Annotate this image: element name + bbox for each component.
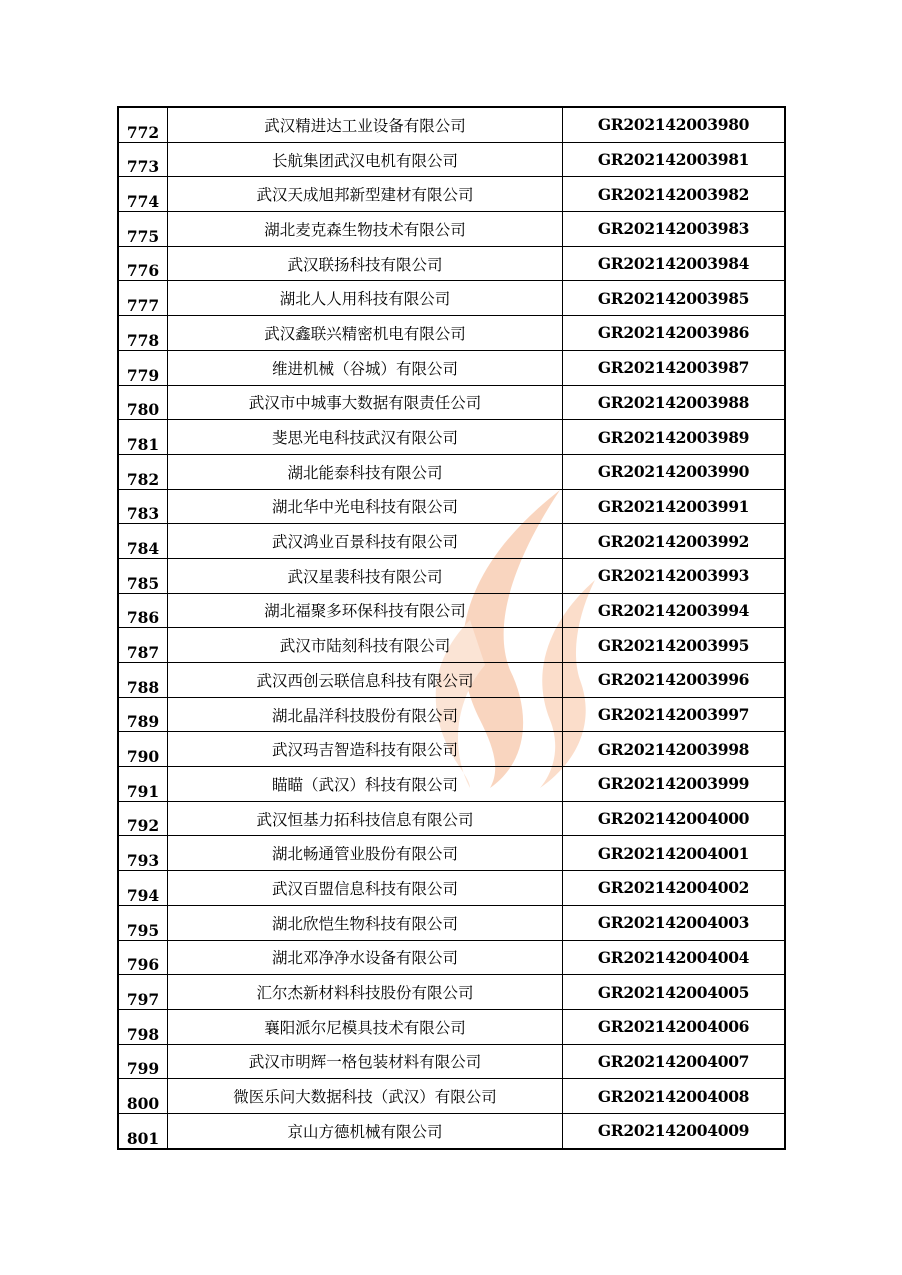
company-name: 维进机械（谷城）有限公司 <box>168 350 563 385</box>
certificate-code: GR202142003983 <box>563 212 786 247</box>
company-name: 武汉天成旭邦新型建材有限公司 <box>168 177 563 212</box>
table-row <box>118 1009 785 1044</box>
row-number: 792 <box>118 801 168 836</box>
company-name: 武汉恒基力拓科技信息有限公司 <box>168 801 563 836</box>
company-name: 湖北福聚多环保科技有限公司 <box>168 593 563 628</box>
row-number: 775 <box>118 212 168 247</box>
certificate-code: GR202142004002 <box>563 871 786 906</box>
row-number: 778 <box>118 316 168 351</box>
table-row <box>118 871 785 906</box>
table-row <box>118 940 785 975</box>
row-number: 779 <box>118 350 168 385</box>
table-row <box>118 385 785 420</box>
company-name: 湖北华中光电科技有限公司 <box>168 489 563 524</box>
certificate-code: GR202142003996 <box>563 663 786 698</box>
certificate-code: GR202142003989 <box>563 420 786 455</box>
row-number: 790 <box>118 732 168 767</box>
company-name: 武汉西创云联信息科技有限公司 <box>168 663 563 698</box>
row-number: 773 <box>118 142 168 177</box>
table-row <box>118 246 785 281</box>
table-row <box>118 107 785 142</box>
certificate-code: GR202142003999 <box>563 767 786 802</box>
company-name: 斐思光电科技武汉有限公司 <box>168 420 563 455</box>
row-number: 799 <box>118 1044 168 1079</box>
row-number: 789 <box>118 697 168 732</box>
certificate-code: GR202142003992 <box>563 524 786 559</box>
company-name: 湖北畅通管业股份有限公司 <box>168 836 563 871</box>
table-row <box>118 593 785 628</box>
table-row <box>118 212 785 247</box>
table-row <box>118 420 785 455</box>
company-name: 微医乐问大数据科技（武汉）有限公司 <box>168 1079 563 1114</box>
company-name: 京山方德机械有限公司 <box>168 1113 563 1148</box>
company-name: 瞄瞄（武汉）科技有限公司 <box>168 767 563 802</box>
company-name: 武汉鑫联兴精密机电有限公司 <box>168 316 563 351</box>
table-row <box>118 558 785 593</box>
table-row <box>118 177 785 212</box>
company-name: 湖北能泰科技有限公司 <box>168 454 563 489</box>
certificate-code: GR202142004008 <box>563 1079 786 1114</box>
company-name: 湖北人人用科技有限公司 <box>168 281 563 316</box>
table-row <box>118 350 785 385</box>
row-number: 794 <box>118 871 168 906</box>
row-number: 772 <box>118 107 168 142</box>
table-row <box>118 732 785 767</box>
row-number: 800 <box>118 1079 168 1114</box>
certificate-code: GR202142004005 <box>563 975 786 1010</box>
table-row <box>118 1113 785 1148</box>
company-name: 武汉市中城事大数据有限责任公司 <box>168 385 563 420</box>
row-number: 774 <box>118 177 168 212</box>
company-name: 湖北晶洋科技股份有限公司 <box>168 697 563 732</box>
table-row <box>118 281 785 316</box>
table-row <box>118 489 785 524</box>
row-number: 780 <box>118 385 168 420</box>
certificate-code: GR202142004007 <box>563 1044 786 1079</box>
table-row <box>118 454 785 489</box>
table-row <box>118 142 785 177</box>
row-number: 782 <box>118 454 168 489</box>
certificate-code: GR202142004004 <box>563 940 786 975</box>
row-number: 787 <box>118 628 168 663</box>
company-name: 武汉市陆刻科技有限公司 <box>168 628 563 663</box>
company-name: 武汉市明辉一格包装材料有限公司 <box>168 1044 563 1079</box>
row-number: 796 <box>118 940 168 975</box>
row-number: 785 <box>118 558 168 593</box>
row-number: 777 <box>118 281 168 316</box>
company-name: 湖北欣恺生物科技有限公司 <box>168 905 563 940</box>
certificate-code: GR202142003997 <box>563 697 786 732</box>
certificate-code: GR202142003988 <box>563 385 786 420</box>
certificate-code: GR202142004009 <box>563 1113 786 1148</box>
table-row <box>118 663 785 698</box>
certificate-code: GR202142003991 <box>563 489 786 524</box>
enterprise-table <box>117 106 786 1150</box>
company-name: 长航集团武汉电机有限公司 <box>168 142 563 177</box>
row-number: 791 <box>118 767 168 802</box>
table-row <box>118 697 785 732</box>
row-number: 776 <box>118 246 168 281</box>
certificate-code: GR202142003980 <box>563 107 786 142</box>
certificate-code: GR202142003995 <box>563 628 786 663</box>
certificate-code: GR202142003982 <box>563 177 786 212</box>
table-row <box>118 628 785 663</box>
certificate-code: GR202142003990 <box>563 454 786 489</box>
company-name: 汇尔杰新材料科技股份有限公司 <box>168 975 563 1010</box>
row-number: 786 <box>118 593 168 628</box>
company-name: 武汉联扬科技有限公司 <box>168 246 563 281</box>
certificate-code: GR202142003986 <box>563 316 786 351</box>
company-name: 武汉玛吉智造科技有限公司 <box>168 732 563 767</box>
certificate-code: GR202142003985 <box>563 281 786 316</box>
table-row <box>118 905 785 940</box>
company-name: 湖北麦克森生物技术有限公司 <box>168 212 563 247</box>
company-name: 武汉鸿业百景科技有限公司 <box>168 524 563 559</box>
certificate-code: GR202142004000 <box>563 801 786 836</box>
company-name: 武汉百盟信息科技有限公司 <box>168 871 563 906</box>
row-number: 783 <box>118 489 168 524</box>
certificate-code: GR202142004001 <box>563 836 786 871</box>
row-number: 801 <box>118 1113 168 1148</box>
row-number: 788 <box>118 663 168 698</box>
certificate-code: GR202142004006 <box>563 1009 786 1044</box>
row-number: 781 <box>118 420 168 455</box>
certificate-code: GR202142003984 <box>563 246 786 281</box>
certificate-code: GR202142003981 <box>563 142 786 177</box>
certificate-code: GR202142003998 <box>563 732 786 767</box>
row-number: 798 <box>118 1009 168 1044</box>
row-number: 795 <box>118 905 168 940</box>
row-number: 784 <box>118 524 168 559</box>
company-name: 武汉星裴科技有限公司 <box>168 558 563 593</box>
table-row <box>118 975 785 1010</box>
company-name: 湖北邓净净水设备有限公司 <box>168 940 563 975</box>
table-row <box>118 316 785 351</box>
certificate-code: GR202142003994 <box>563 593 786 628</box>
certificate-code: GR202142003993 <box>563 558 786 593</box>
table-row <box>118 1044 785 1079</box>
certificate-code: GR202142003987 <box>563 350 786 385</box>
company-name: 襄阳派尔尼模具技术有限公司 <box>168 1009 563 1044</box>
table-row <box>118 1079 785 1114</box>
table-row <box>118 801 785 836</box>
table-row <box>118 524 785 559</box>
table-row <box>118 836 785 871</box>
row-number: 793 <box>118 836 168 871</box>
certificate-code: GR202142004003 <box>563 905 786 940</box>
company-name: 武汉精进达工业设备有限公司 <box>168 107 563 142</box>
row-number: 797 <box>118 975 168 1010</box>
table-row <box>118 767 785 802</box>
